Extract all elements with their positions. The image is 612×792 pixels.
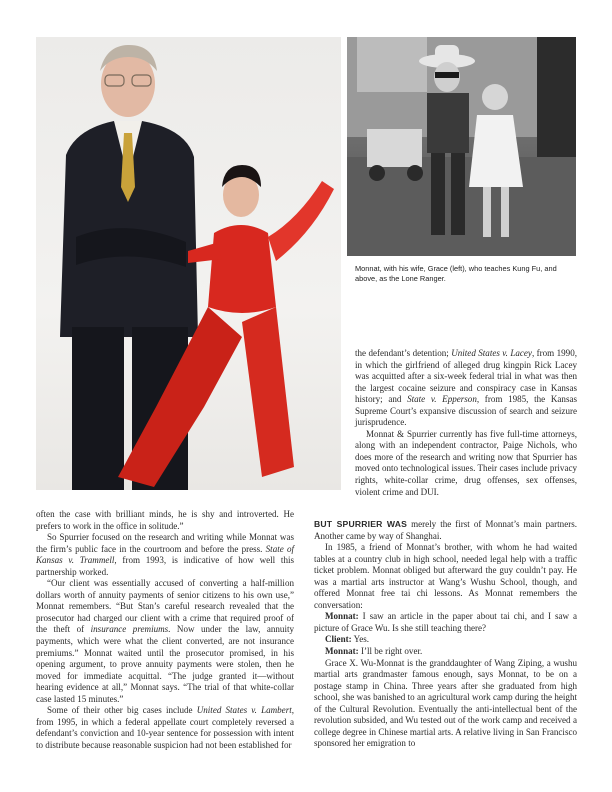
lone-ranger-mask <box>435 72 459 78</box>
paragraph: often the case with brilliant minds, he is shy and introverted. He prefers to work in the office in solitude.” <box>36 509 294 531</box>
house-window <box>357 37 427 92</box>
right-column-bottom <box>314 519 577 750</box>
woman-right-leg <box>242 307 294 477</box>
toy-wagon <box>367 129 422 167</box>
main-photo-monnat-and-grace <box>36 37 341 490</box>
left-column <box>36 509 294 751</box>
paragraph: “Our client was essentially accused of converting a half-million dollars worth of annuity payments of senior citizens to his own use,” Monnat remembers. “But Stan’s careful research revealed that the prosecutor had charged our client with a crime that required proof of the theft of insurance premiums. Now under the law, annuity payments, which were what the client converted, are not insurance premiums.” Monnat waited until the prosecutor promised, in his opening argument, to prove annuity payments were stolen, then he moved for immediate acquittal. “The judge granted it—without hearing evidence at all,” Monnat says. “The trial of that white-collar case lasted 15 minutes.” <box>36 578 295 704</box>
paragraph: the defendant’s detention; United States v. Lacey, from 1990, in which the girlfriend of alleged drug kingpin Rick Lacey was acquitted after a six-week federal trial in what was then the largest cocaine seizure and conspiracy case in Kansas history; and State v. Epperson, from 1985, the Kansas Supreme Court’s expansive discussion of search and seizure jurisprudence. <box>355 348 578 428</box>
boy-shirt <box>427 93 469 153</box>
dialogue-line: Monnat: I saw an article in the paper about tai chi, and I saw a picture of Grace Wu. Is she still teaching there? <box>314 611 577 633</box>
case-name: State v. Epperson <box>407 394 477 405</box>
emphasis: insurance premiums <box>90 624 169 635</box>
paragraph: In 1985, a friend of Monnat’s brother, with whom he had waited tables at a country club in high school, needed legal help with a traffic ticket problem. Monnat obliged but afterward the guy couldn’t pay. He was a martial arts instructor at Wang’s Wushu School, though, and offered Monnat free tai chi lessons. As Monnat remembers the conversation: <box>314 542 577 610</box>
case-name: State of Kansas v. Trammell <box>36 543 295 566</box>
main-photo-illustration <box>36 37 341 490</box>
man-left-leg <box>72 327 124 490</box>
tree <box>537 37 576 157</box>
right-column-top <box>355 348 577 498</box>
speaker-label: Monnat: <box>325 646 359 657</box>
section-lead-in: BUT SPURRIER WAS <box>314 519 408 529</box>
paragraph: Monnat & Spurrier currently has five full-time attorneys, along with an independent contractor, Paige Nichols, who does more of the research and writing now that Spurrier has moved onto technological issues. Their cases include privacy rights, white-collar crime, drug offenses, sex offenses, violent crime and DUI. <box>355 428 577 497</box>
bw-photo-lone-ranger <box>347 37 576 256</box>
bw-photo-illustration <box>347 37 576 256</box>
paragraph: Grace X. Wu-Monnat is the granddaughter of Wang Ziping, a wushu martial arts grandmaster famous enough, says Monnat, to be on a postage stamp in China. Three years after she graduated from high school, she was banished to an agricultural work camp during the height of the Cultural Revolution. Eventually the anti-intellectual bent of the revolution subsided, and Wu tested out of the work camp and received a college degree in Chinese martial arts. A relative living in San Francisco sponsored her emigration to <box>314 657 577 749</box>
section-lead-paragraph: BUT SPURRIER WAS merely the first of Monnat’s main partners. Another came by way of Shanghai. <box>314 519 577 541</box>
paragraph: Some of their other big cases include United States v. Lambert, from 1995, in which a federal appellate court completely reversed a defendant’s conviction and 10-year sentence for possession with intent to distribute because reasonable suspicion had not been established for <box>36 705 294 750</box>
woman-raised-arm <box>268 181 334 261</box>
case-name: United States v. Lacey <box>451 348 532 358</box>
photo-caption: Monnat, with his wife, Grace (left), who teaches Kung Fu, and above, as the Lone Ranger. <box>355 264 557 283</box>
speaker-label: Monnat: <box>325 611 359 622</box>
speaker-label: Client: <box>325 634 352 645</box>
paragraph: So Spurrier focused on the research and writing while Monnat was the firm’s public face in the courtroom and before the press. State of Kansas v. Trammell, from 1993, is indicative of how well this partnership worked. <box>36 532 295 577</box>
dialogue-line: Client: Yes. <box>325 634 369 645</box>
dialogue-line: Monnat: I’ll be right over. <box>325 646 423 657</box>
woman-torso <box>208 225 276 313</box>
girl-face <box>482 84 508 110</box>
case-name: United States v. Lambert <box>196 705 292 716</box>
